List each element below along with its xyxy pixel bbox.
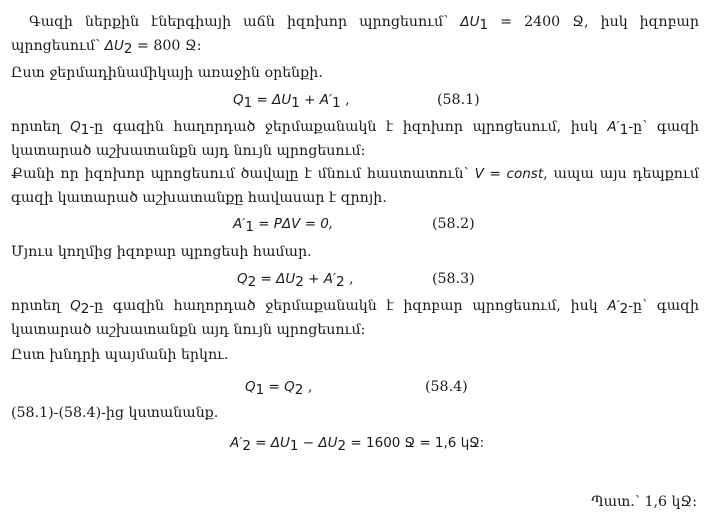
- equation-58-1: [233, 88, 350, 112]
- equation-number-58-1: (58.1): [437, 92, 480, 108]
- equation-58-4: [245, 375, 312, 399]
- derivation-line: [11, 401, 699, 425]
- eq4-rhs: = Q: [264, 379, 295, 395]
- q2-sub: 2: [80, 301, 90, 317]
- q1-sub: 1: [80, 122, 90, 138]
- given-text: Գազի ներքին էներգիայի աճն իզոխոր պրոցեսում՝: [29, 14, 461, 30]
- eq5-rhs2-sub: 2: [337, 438, 347, 454]
- eq4-tail: ,: [303, 379, 313, 395]
- final-equation: [230, 431, 484, 455]
- isochoric-b: , ապա այս դեպքում գազի կատարած աշխատանքը հավասար է զրոյի.: [11, 166, 699, 206]
- answer: Պատ.՝ 1,6 կՋ:: [591, 494, 697, 510]
- eq5-rhs2: − ΔU: [298, 435, 338, 451]
- q1-expl-b: -ը գազին հաղորդած ջերմաքանակն է իզոխոր պրոցեսում, իսկ: [89, 119, 608, 135]
- equation-number-58-3: (58.3): [432, 271, 475, 287]
- a1-sub: 1: [619, 122, 629, 138]
- q2-expl-b: -ը գազին հաղորդած ջերմաքանակն է իզոբար պրոցեսում, իսկ: [89, 298, 608, 314]
- delta-u2-value: = 800 Ջ:: [132, 38, 202, 54]
- delta-u2-subscript: 2: [123, 41, 133, 57]
- eq3-rhs2: + A′: [303, 271, 337, 287]
- eq4-lhs: Q: [245, 379, 256, 395]
- q1-expl-a: որտեղ: [11, 119, 71, 135]
- delta-u1-subscript: 1: [479, 17, 489, 33]
- q1-expl-c: -ը՝ գազի կատարած աշխատանքն այդ նույն պրոցեսում:: [11, 119, 699, 159]
- a2-sub: 2: [619, 301, 629, 317]
- q2-explanation-paragraph: [11, 294, 699, 342]
- eq1-lhs-sub: 1: [243, 95, 253, 111]
- eq5-lhs-sub: 2: [242, 438, 251, 454]
- eq1-rhs2-sub: 1: [332, 95, 341, 111]
- equation-number-58-4: (58.4): [425, 379, 468, 395]
- first-law-text: Ըստ ջերմադինամիկայի առաջին օրենքի.: [11, 65, 323, 81]
- eq3-tail: ,: [344, 271, 354, 287]
- eq3-rhs-sub: 2: [295, 274, 304, 290]
- eq3-lhs-sub: 2: [247, 274, 257, 290]
- q2-symbol: Q: [70, 298, 81, 314]
- q2-expl-a: որտեղ: [11, 298, 71, 314]
- isobaric-text: Մյուս կողմից իզոբար պրոցեսի համար.: [11, 244, 312, 260]
- eq5-rhs: = ΔU: [250, 435, 290, 451]
- eq2-lhs: A′: [233, 216, 246, 232]
- eq4-lhs-sub: 1: [255, 382, 265, 398]
- eq1-lhs: Q: [233, 92, 244, 108]
- delta-u1-symbol: ΔU: [460, 14, 480, 30]
- q1-explanation-paragraph: [11, 115, 699, 163]
- eq2-lhs-sub: 1: [245, 219, 254, 235]
- isochoric-paragraph: [11, 162, 699, 210]
- eq2-rhs: = PΔV = 0,: [253, 216, 334, 232]
- eq1-rhs: = ΔU: [252, 92, 292, 108]
- q2-expl-c: -ը՝ գազի կատարած աշխատանքն այդ նույն պրոցեսում:: [11, 298, 699, 338]
- eq1-rhs-sub: 1: [291, 95, 300, 111]
- isochoric-a: Քանի որ իզոխոր պրոցեսում ծավալը է մնում հաստատուն՝: [11, 166, 475, 182]
- v-const: V = const: [474, 166, 544, 182]
- eq5-lhs: A′: [230, 435, 243, 451]
- condition-line: [11, 343, 699, 367]
- delta-u2-symbol: ΔU: [104, 38, 124, 54]
- derivation-text: (58.1)-(58.4)-ից կստանանք.: [11, 405, 219, 421]
- isobaric-line: [11, 240, 699, 264]
- eq3-lhs: Q: [237, 271, 248, 287]
- q1-symbol: Q: [70, 119, 81, 135]
- a2-symbol: A′: [607, 298, 620, 314]
- eq1-tail: ,: [340, 92, 350, 108]
- eq5-tail: = 1600 Ջ = 1,6 կՋ:: [346, 435, 485, 451]
- a1-symbol: A′: [607, 119, 620, 135]
- problem-given-paragraph: [11, 10, 699, 58]
- equation-number-58-2: (58.2): [432, 216, 475, 232]
- eq3-rhs: = ΔU: [256, 271, 296, 287]
- condition-text: Ըստ խնդրի պայմանի երկու.: [11, 347, 229, 363]
- eq1-rhs2: + A′: [299, 92, 333, 108]
- delta-u1-value: = 2400 Ջ, իսկ իզոբար պրոցեսում՝: [11, 14, 699, 54]
- eq4-rhs-sub: 2: [294, 382, 304, 398]
- eq5-rhs-sub: 1: [289, 438, 299, 454]
- equation-58-2: [233, 212, 333, 236]
- eq3-rhs2-sub: 2: [336, 274, 345, 290]
- equation-58-3: [237, 267, 354, 291]
- first-law-line: [11, 61, 699, 85]
